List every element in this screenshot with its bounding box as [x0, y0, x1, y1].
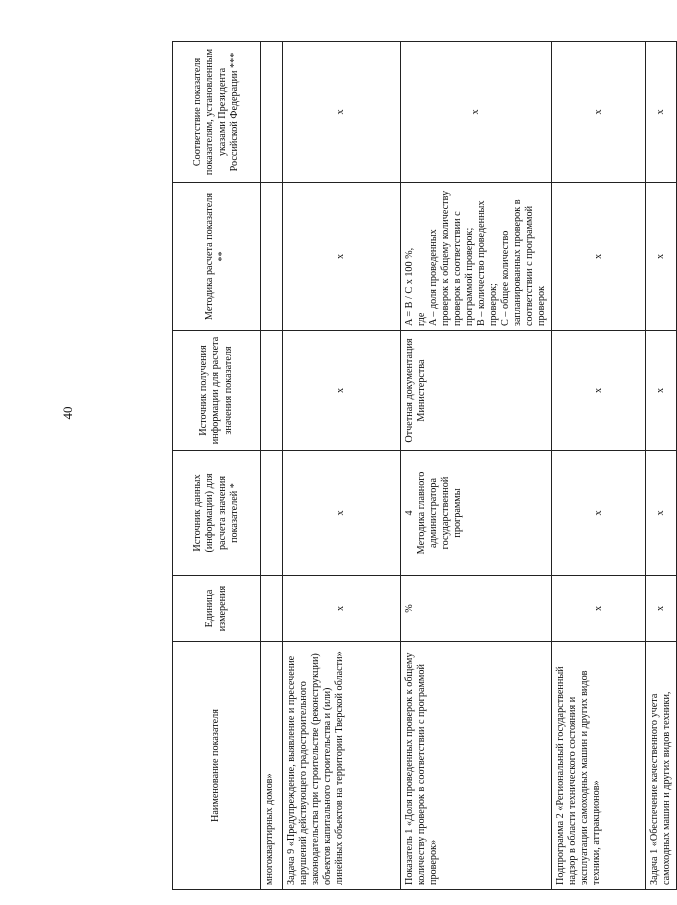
table-row	[401, 42, 552, 890]
cell-data-source: x	[646, 451, 677, 576]
source-text: Методика главного администратора государственной программы	[416, 471, 464, 555]
cell-method: x	[646, 183, 677, 331]
cell-method	[261, 183, 283, 331]
cell-indicator-name: Показатель 1 «Доля проведенных проверок к общему количеству проверок в соответствии с программой проверок»	[401, 642, 552, 890]
table-row	[646, 42, 677, 890]
cell-info-source: Отчетная документация Министерства	[401, 331, 552, 451]
table-row	[261, 42, 283, 890]
header-indicator-name: Наименование показателя	[173, 642, 261, 890]
cell-compliance: x	[401, 42, 552, 183]
cell-unit: x	[646, 576, 677, 642]
header-unit: Единица измерения	[173, 576, 261, 642]
cell-info-source: x	[283, 331, 401, 451]
page-number: 40	[60, 406, 75, 420]
cell-indicator-name: многоквартирных домов»	[261, 642, 283, 890]
indicators-table	[172, 41, 677, 890]
cell-info-source: x	[552, 331, 646, 451]
cell-unit: x	[283, 576, 401, 642]
header-data-source: Источник данных (информации) для расчета значения показателей *	[173, 451, 261, 576]
cell-unit: x	[552, 576, 646, 642]
cell-compliance: x	[552, 42, 646, 183]
cell-data-source	[261, 451, 283, 576]
source-code: 4	[404, 510, 415, 516]
cell-indicator-name: Подпрограмма 2 «Региональный государственный надзор в области технического состояния и эксплуатации самоходных машин и других видов техники, аттракционов»	[552, 642, 646, 890]
cell-method: x	[552, 183, 646, 331]
cell-indicator-name: Задача 1 «Обеспечение качественного учета самоходных машин и других видов техники,	[646, 642, 677, 890]
cell-data-source	[401, 451, 552, 576]
cell-info-source	[261, 331, 283, 451]
cell-unit	[261, 576, 283, 642]
cell-compliance: x	[283, 42, 401, 183]
rotated-page	[172, 42, 673, 890]
cell-compliance: x	[646, 42, 677, 183]
cell-compliance	[261, 42, 283, 183]
table-row	[552, 42, 646, 890]
cell-method: A = B / C x 100 %, где A – доля проведенных проверок к общему количеству проверок в соответствии с программой проверок; B – количество проведенных проверок; C – общее количество запланированных проверок в соответствии с программой проверок	[401, 183, 552, 331]
cell-indicator-name: Задача 9 «Предупреждение, выявление и пресечение нарушений действующего градостроительного законодательства при строительстве (реконструкции) объектов капитального строительства и (или) линейных объектов на территории Тверской области»	[283, 642, 401, 890]
table-row	[283, 42, 401, 890]
cell-unit: %	[401, 576, 552, 642]
cell-info-source: x	[646, 331, 677, 451]
header-method: Методика расчета показателя **	[173, 183, 261, 331]
cell-data-source: x	[552, 451, 646, 576]
header-info-source: Источник получения информации для расчета значения показателя	[173, 331, 261, 451]
cell-method: x	[283, 183, 401, 331]
cell-data-source: x	[283, 451, 401, 576]
header-compliance: Соответствие показателя показателям, установленным указами Президента Российской Федерации ***	[173, 42, 261, 183]
header-row	[173, 42, 261, 890]
